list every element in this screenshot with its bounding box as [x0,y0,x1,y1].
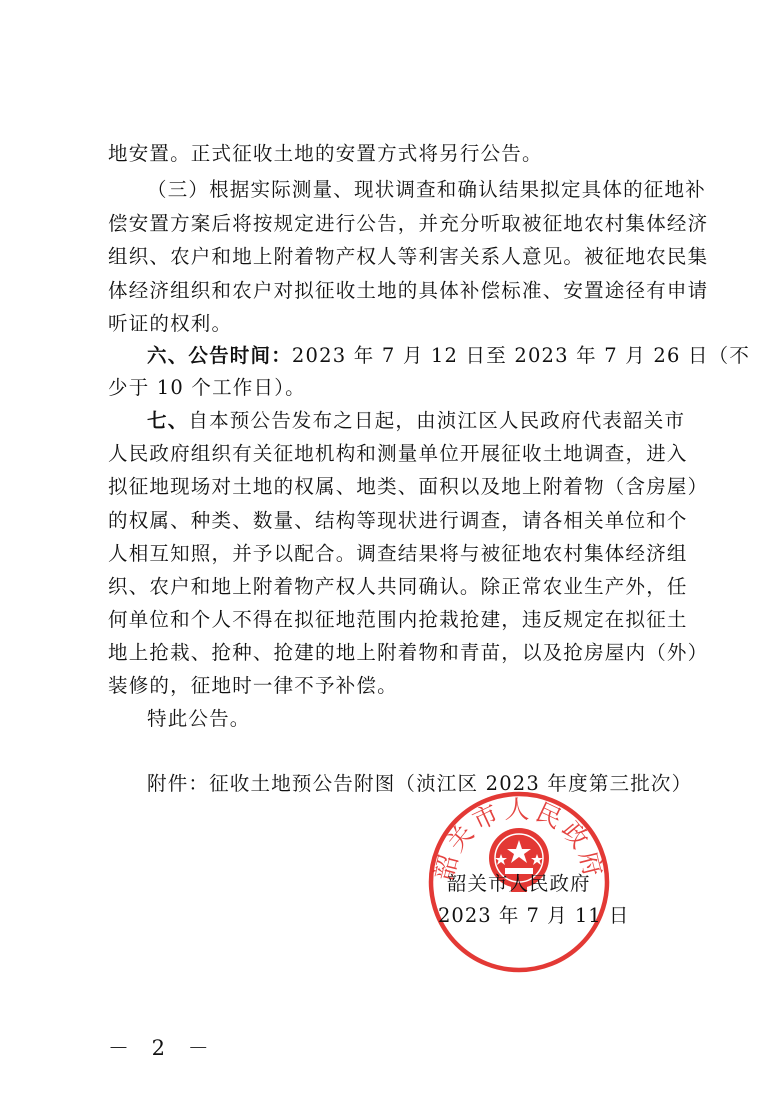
section-six-line [147,344,751,368]
paragraph-line: 的权属、种类、数量、结构等现状进行调查，请各相关单位和个 [108,509,688,532]
paragraph-line: （三）根据实际测量、现状调查和确认结果拟定具体的征地补 [147,178,706,201]
signature-organization: 韶关市人民政府 [447,872,591,895]
paragraph-line: 少于 10 个工作日）。 [108,376,306,399]
paragraph-line: 装修的，征地时一律不予补偿。 [108,674,398,697]
section-text: 2023 年 7 月 12 日至 2023 年 7 月 26 日（不 [291,344,751,367]
section-text: 自本预公告发布之日起，由浈江区人民政府代表韶关市 [188,409,686,432]
page-number: － 2 － [108,1036,217,1060]
seal-ring-text: 韶关市人民政府 [429,794,609,884]
section-heading: 六、公告时间： [147,344,292,367]
paragraph-line: 组织、农户和地上附着物产权人等利害关系人意见。被征地农民集 [108,245,709,268]
section-seven-line [147,409,727,433]
paragraph-line: 拟征地现场对土地的权属、地类、面积以及地上附着物（含房屋） [108,475,709,498]
paragraph-line: 人民政府组织有关征地机构和测量单位开展征收土地调查，进入 [108,442,688,465]
signature-date: 2023 年 7 月 11 日 [438,904,630,927]
paragraph-line: 地上抢栽、抢种、抢建的地上附着物和青苗，以及抢房屋内（外） [108,641,709,664]
attachment-note: 附件：征收土地预公告附图（浈江区 2023 年度第三批次） [147,772,693,795]
paragraph-line: 听证的权利。 [108,312,233,335]
paragraph-line: 偿安置方案后将按规定进行公告，并充分听取被征地农村集体经济 [108,212,709,235]
paragraph-line: 特此公告。 [147,707,251,730]
paragraph-line: 人相互知照，并予以配合。调查结果将与被征地农村集体经济组 [108,542,688,565]
paragraph-line: 地安置。正式征收土地的安置方式将另行公告。 [108,142,543,165]
paragraph-line: 织、农户和地上附着物产权人共同确认。除正常农业生产外，任 [108,575,688,598]
paragraph-line: 体经济组织和农户对拟征收土地的具体补偿标准、安置途径有申请 [108,279,709,302]
section-heading: 七、 [147,409,189,432]
paragraph-line: 何单位和个人不得在拟征地范围内抢栽抢建，违反规定在拟征土 [108,608,688,631]
